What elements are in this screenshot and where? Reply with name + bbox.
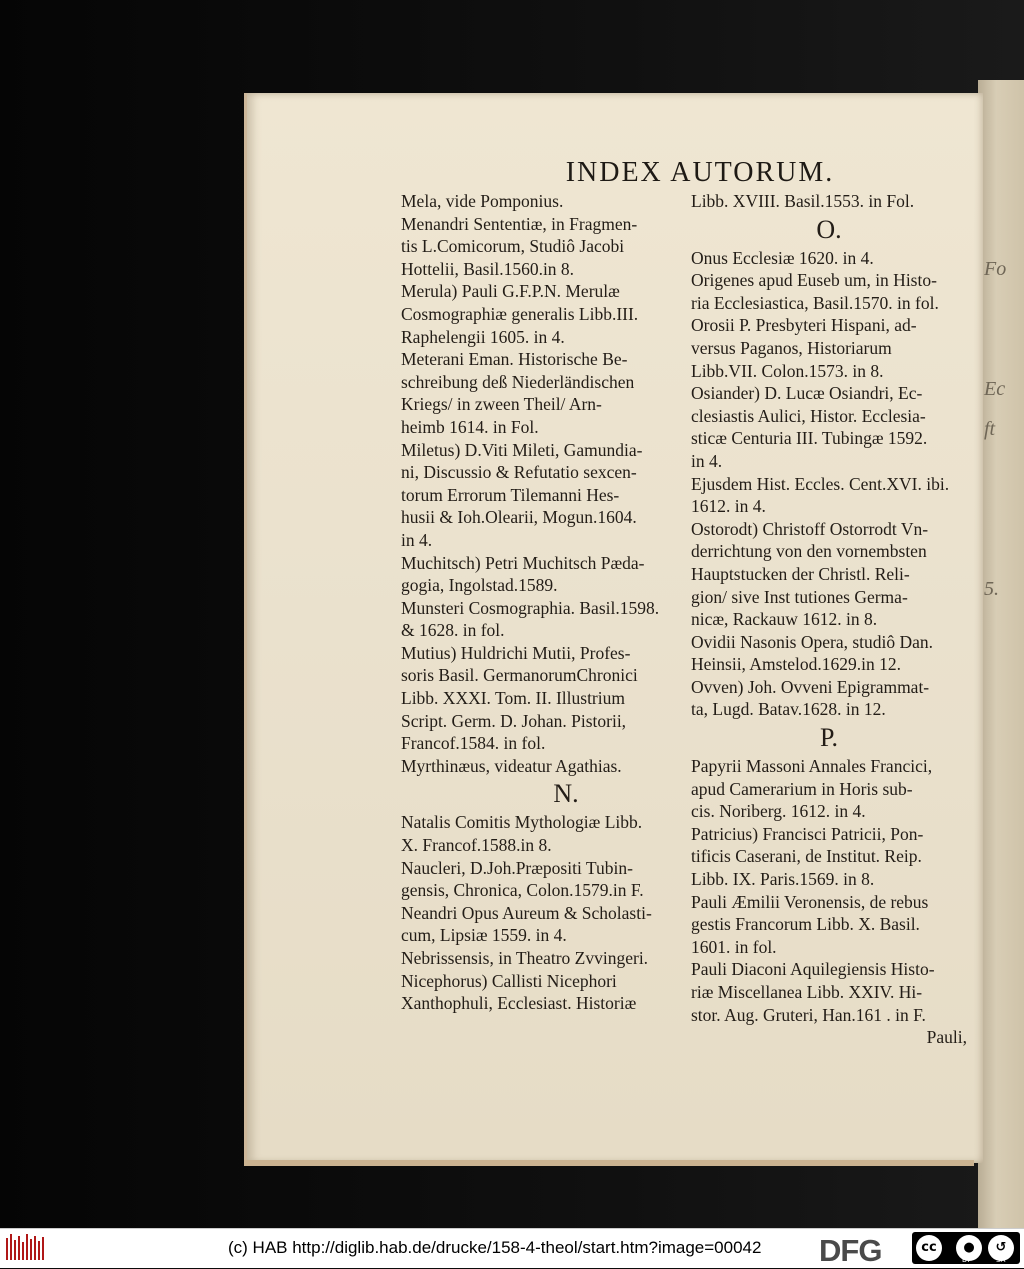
index-entry: [691, 631, 967, 676]
entry-line: tificis Caserani, de Institut. Reip.: [691, 846, 922, 867]
entry-line: Libb. XVIII. Basil.1553. in Fol.: [691, 191, 915, 211]
adjacent-fragment: ft: [984, 418, 996, 440]
index-entry: [401, 947, 731, 970]
index-entry: [691, 473, 967, 518]
entry-line: Cosmographiæ generalis Libb.III.: [401, 303, 639, 324]
index-entry: [401, 811, 731, 856]
entry-line: nicæ, Rackauw 1612. in 8.: [691, 609, 878, 630]
copyright-link[interactable]: (c) HAB http://diglib.hab.de/drucke/158-4-theol/start.htm?image=00042: [228, 1238, 762, 1257]
index-entry: [401, 439, 731, 552]
entry-line: Mutius) Huldrichi Mutii, Profes-: [401, 642, 631, 663]
entry-line: cum, Lipsiæ 1559. in 4.: [401, 925, 567, 946]
section-letter: O.: [816, 214, 842, 244]
index-entry: [691, 314, 967, 382]
entry-line: Osiander) D. Lucæ Osiandri, Ec-: [691, 383, 923, 404]
entry-line: Myrthinæus, videatur Agathias.: [401, 755, 622, 776]
book-page: [244, 93, 983, 1163]
entry-line: in 4.: [691, 450, 723, 471]
index-entry: [691, 382, 967, 472]
adjacent-fragment: Fo: [984, 258, 1007, 280]
entry-line: Francof.1584. in fol.: [401, 733, 546, 754]
entry-line: Origenes apud Euseb um, in Histo-: [691, 270, 937, 291]
entry-line: Script. Germ. D. Johan. Pistorii,: [401, 710, 627, 731]
entry-line: 1601. in fol.: [691, 936, 777, 957]
index-entry: [401, 190, 731, 213]
section-letter: P.: [819, 723, 839, 753]
entry-line: Miletus) D.Viti Mileti, Gamundia-: [401, 439, 643, 460]
index-entry: [691, 891, 967, 959]
share-alike-icon: ↺: [988, 1235, 1014, 1261]
index-entry: [691, 247, 967, 270]
entry-line: soris Basil. GermanorumChronici: [401, 665, 638, 686]
entry-line: Patricius) Francisci Patricii, Pon-: [691, 823, 924, 844]
entry-line: Onus Ecclesiæ 1620. in 4.: [691, 247, 874, 268]
entry-line: Nebrissensis, in Theatro Zvvingeri.: [401, 948, 649, 968]
entry-line: ria Ecclesiastica, Basil.1570. in fol.: [691, 292, 939, 313]
entry-line: Merula) Pauli G.F.P.N. Merulæ: [401, 281, 620, 302]
entry-line: clesiastis Aulici, Histor. Ecclesia-: [691, 405, 926, 426]
index-entry: [691, 823, 967, 891]
entry-line: Libb. IX. Paris.1569. in 8.: [691, 869, 875, 890]
entry-line: Meterani Eman. Historische Be-: [401, 349, 628, 370]
entry-line: Kriegs/ in zween Theil/ Arn-: [401, 394, 602, 415]
cc-icon: cc: [916, 1235, 942, 1261]
entry-line: gensis, Chronica, Colon.1579.in F.: [401, 880, 644, 901]
index-entry: [401, 597, 731, 642]
entry-line: Raphelengii 1605. in 4.: [401, 326, 565, 347]
entry-line: derrichtung von den vornembsten: [691, 541, 927, 562]
entry-line: & 1628. in fol.: [401, 620, 505, 641]
entry-line: Libb.VII. Colon.1573. in 8.: [691, 360, 884, 381]
entry-line: Libb. XXXI. Tom. II. Illustrium: [401, 688, 625, 709]
entry-line: gogia, Ingolstad.1589.: [401, 575, 558, 596]
page-bottom-edge: [244, 1160, 974, 1166]
entry-line: Natalis Comitis Mythologiæ Libb.: [401, 812, 643, 833]
entry-line: Pauli Diaconi Aquilegiensis Histo-: [691, 959, 935, 980]
entry-line: Ostorodt) Christoff Ostorrodt Vn-: [691, 518, 929, 539]
entry-line: gion/ sive Inst tutiones Germa-: [691, 586, 908, 607]
adjacent-page-edge: [978, 80, 1024, 1228]
adjacent-fragment: 5.: [984, 578, 999, 600]
entry-line: cis. Noriberg. 1612. in 4.: [691, 801, 866, 822]
entry-line: ni, Discussio & Refutatio sexcen-: [401, 462, 637, 483]
entry-line: heimb 1614. in Fol.: [401, 416, 539, 437]
cc-license-badge[interactable]: [912, 1232, 1020, 1264]
entry-line: riæ Miscellanea Libb. XXIV. Hi-: [691, 982, 923, 1002]
entry-line: Nicephorus) Callisti Nicephori: [401, 970, 617, 991]
page-header: INDEX AUTORUM.: [565, 157, 835, 188]
index-entry: [401, 280, 731, 348]
entry-line: Neandri Opus Aureum & Scholasti-: [401, 902, 652, 923]
entry-line: Muchitsch) Petri Muchitsch Pæda-: [401, 552, 645, 573]
index-entry: [401, 755, 731, 778]
entry-line: stor. Aug. Gruteri, Han.161 . in F.: [691, 1004, 926, 1025]
entry-line: Ovidii Nasonis Opera, studiô Dan.: [691, 631, 934, 652]
entry-line: Papyrii Massoni Annales Francici,: [691, 756, 933, 777]
entry-line: tis L.Comicorum, Studiô Jacobi: [401, 236, 625, 257]
sa-label: SA: [996, 1256, 1006, 1264]
right-column: [691, 190, 967, 1049]
entry-line: Menandri Sententiæ, in Fragmen-: [401, 213, 638, 234]
index-entry: [401, 348, 731, 438]
entry-line: ta, Lugd. Batav.1628. in 12.: [691, 699, 886, 720]
entry-line: Ejusdem Hist. Eccles. Cent.XVI. ibi.: [691, 473, 950, 494]
section-letter: N.: [553, 779, 579, 809]
hab-logo-icon: [6, 1234, 46, 1262]
entry-line: Ovven) Joh. Ovveni Epigrammat-: [691, 676, 930, 697]
index-entry: [691, 676, 967, 721]
adjacent-fragment: Ec: [984, 378, 1006, 400]
entry-line: Munsteri Cosmographia. Basil.1598.: [401, 597, 660, 618]
entry-line: in 4.: [401, 529, 433, 550]
entry-line: versus Paganos, Historiarum: [691, 337, 892, 358]
entry-line: gestis Francorum Libb. X. Basil.: [691, 914, 920, 935]
index-entry: [691, 958, 967, 1026]
left-column: [401, 190, 731, 1015]
entry-line: Heinsii, Amstelod.1629.in 12.: [691, 654, 901, 675]
index-entry: [691, 755, 967, 823]
index-entry: [691, 269, 967, 314]
entry-line: husii & Ioh.Olearii, Mogun.1604.: [401, 507, 637, 528]
entry-line: X. Francof.1588.in 8.: [401, 835, 552, 856]
index-entry: [401, 857, 731, 902]
entry-line: Hottelii, Basil.1560.in 8.: [401, 258, 575, 279]
index-entry: [691, 518, 967, 631]
entry-line: Mela, vide Pomponius.: [401, 191, 564, 211]
entry-line: Xanthophuli, Ecclesiast. Historiæ: [401, 993, 637, 1014]
index-entry: [401, 642, 731, 755]
person-icon: ●: [956, 1235, 982, 1261]
entry-line: 1612. in 4.: [691, 496, 766, 517]
index-entry: [691, 190, 967, 213]
index-entry: [401, 552, 731, 597]
entry-line: Hauptstucken der Christl. Reli-: [691, 563, 910, 584]
by-label: BY: [962, 1256, 971, 1264]
index-entry: [401, 970, 731, 1015]
entry-line: torum Errorum Tilemanni Hes-: [401, 484, 620, 505]
footer-bar: [0, 1228, 1024, 1268]
index-entry: [401, 213, 731, 281]
entry-line: apud Camerarium in Horis sub-: [691, 778, 913, 799]
catchword: [691, 1026, 967, 1049]
entry-line: schreibung deß Niederländischen: [401, 371, 635, 392]
entry-line: sticæ Centuria III. Tubingæ 1592.: [691, 428, 928, 449]
entry-line: Pauli,: [926, 1027, 967, 1048]
entry-line: Naucleri, D.Joh.Præpositi Tubin-: [401, 857, 633, 878]
entry-line: Orosii P. Presbyteri Hispani, ad-: [691, 315, 917, 336]
entry-line: Pauli Æmilii Veronensis, de rebus: [691, 891, 929, 912]
index-entry: [401, 902, 731, 947]
dfg-logo: DFG: [819, 1233, 882, 1268]
